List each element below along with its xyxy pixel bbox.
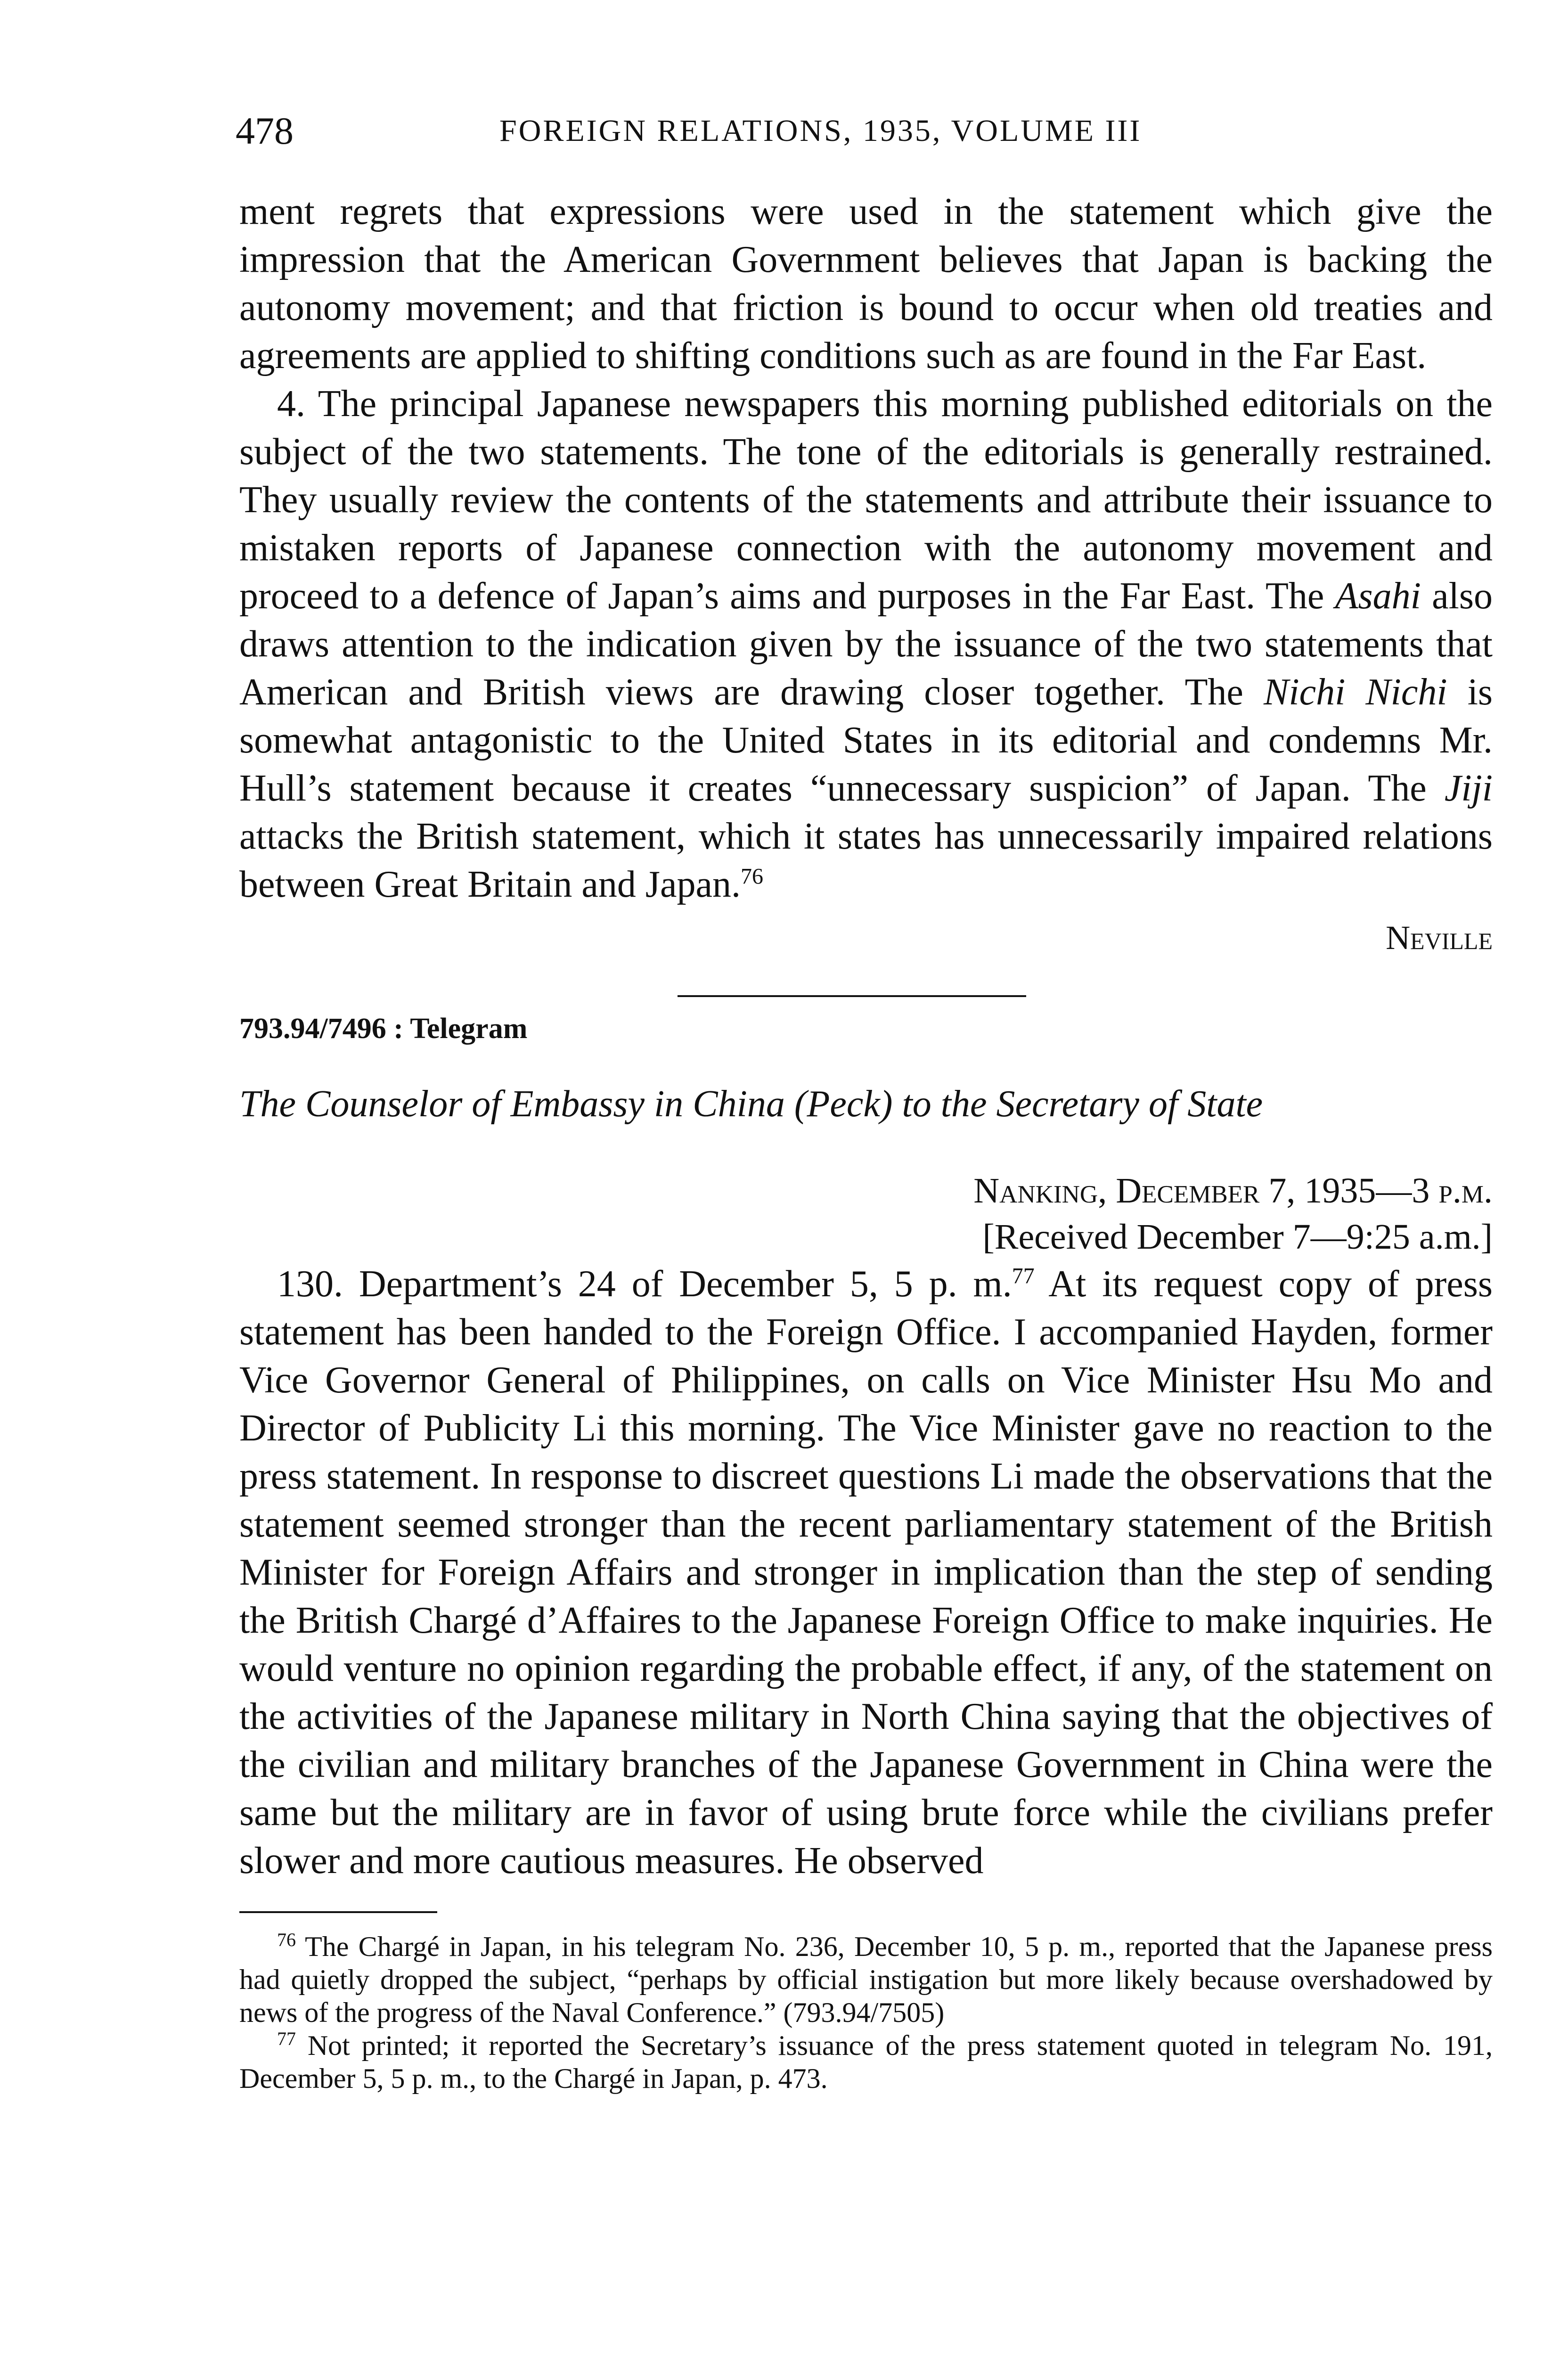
telegram-body-text-a: 130. Department’s 24 of December 5, 5 p. m.	[277, 1263, 1012, 1305]
running-title: FOREIGN RELATIONS, 1935, VOLUME III	[499, 114, 1142, 148]
newspaper-nichi-nichi: Nichi Nichi	[1263, 671, 1447, 713]
footnote-77	[239, 2029, 1493, 2095]
newspapers-text-c: is somewhat antagonistic to the United States in its editorial and condemns Mr. Hull’s statement because it creates “unnecessary suspicion” of Japan. The	[239, 671, 1493, 809]
document-reference: 793.94/7496 : Telegram	[239, 1013, 528, 1045]
footnote-ref-77[interactable]: 77	[1012, 1263, 1035, 1289]
section-divider	[678, 995, 1026, 997]
dateline: Nanking, December 7, 1935—3 p.m.	[973, 1171, 1493, 1211]
newspapers-text-b: also draws attention to the indication given by the issuance of the two statements that American and British views are drawing closer together. The	[239, 575, 1493, 713]
newspapers-text-a: 4. The principal Japanese newspapers this morning published editorials on the subject of the two statements. The tone of the editorials is generally restrained. They usually review the contents of the statements and attribute their issuance to mistaken reports of Japanese connection with the autonomy movement and proceed to a defence of Japan’s aims and purposes in the Far East. The	[239, 383, 1493, 617]
continued-paragraph	[239, 188, 1493, 380]
footnote-mark-76: 76	[277, 1929, 296, 1950]
continued-paragraph-text: ment regrets that expressions were used in the statement which give the impression that the American Government believes that Japan is backing the autonomy movement; and that friction is bound to occur when old treaties and agreements are applied to shifting conditions such as are found in the Far East.	[239, 191, 1493, 376]
footnote-77-text: Not printed; it reported the Secretary’s issuance of the press statement quoted in telegram No. 191, December 5, 5 p. m., to the Chargé in Japan, p. 473.	[239, 2030, 1493, 2094]
telegram-body	[239, 1260, 1493, 1885]
newspaper-asahi: Asahi	[1335, 575, 1421, 617]
page-header	[236, 103, 1263, 159]
footnote-ref-76[interactable]: 76	[741, 864, 764, 889]
newspapers-paragraph	[239, 380, 1493, 908]
telegram-body-text-b: At its request copy of press statement has been handed to the Foreign Office. I accompanied Hayden, former Vice Governor General of Philippines, on calls on Vice Minister Hsu Mo and Director of Publicity Li this morning. The Vice Minister gave no reaction to the press statement. In response to discreet questions Li made the observations that the statement seemed stronger than the recent parliamentary statement of the British Minister for Foreign Affairs and stronger in implication than the step of sending the British Chargé d’Affaires to the Japanese Foreign Office to make inquiries. He would venture no opinion regarding the probable effect, if any, of the statement on the activities of the Japanese military in North China saying that the objectives of the civilian and military branches of the Japanese Government in China were the same but the military are in favor of using brute force while the civilians prefer slower and more cautious measures. He observed	[239, 1263, 1493, 1882]
page-body	[239, 188, 1493, 2095]
footnote-mark-77: 77	[277, 2028, 296, 2049]
footnote-76-text: The Chargé in Japan, in his telegram No. 236, December 10, 5 p. m., reported that the Japanese press had quietly dropped the subject, “perhaps by official instigation but more likely because overshadowed by news of the progress of the Naval Conference.” (793.94/7505)	[239, 1931, 1493, 2028]
document-heading: The Counselor of Embassy in China (Peck) to the Secretary of State	[239, 1083, 1263, 1125]
received-line: [Received December 7—9:25 a.m.]	[982, 1217, 1493, 1257]
footnote-76	[239, 1930, 1493, 2029]
newspaper-jiji: Jiji	[1444, 768, 1493, 809]
signature: Neville	[1386, 919, 1493, 957]
footnote-divider	[239, 1911, 437, 1913]
page-number: 478	[236, 109, 294, 152]
newspapers-text-d: attacks the British statement, which it states has unnecessarily impaired relations between Great Britain and Japan.	[239, 816, 1493, 905]
